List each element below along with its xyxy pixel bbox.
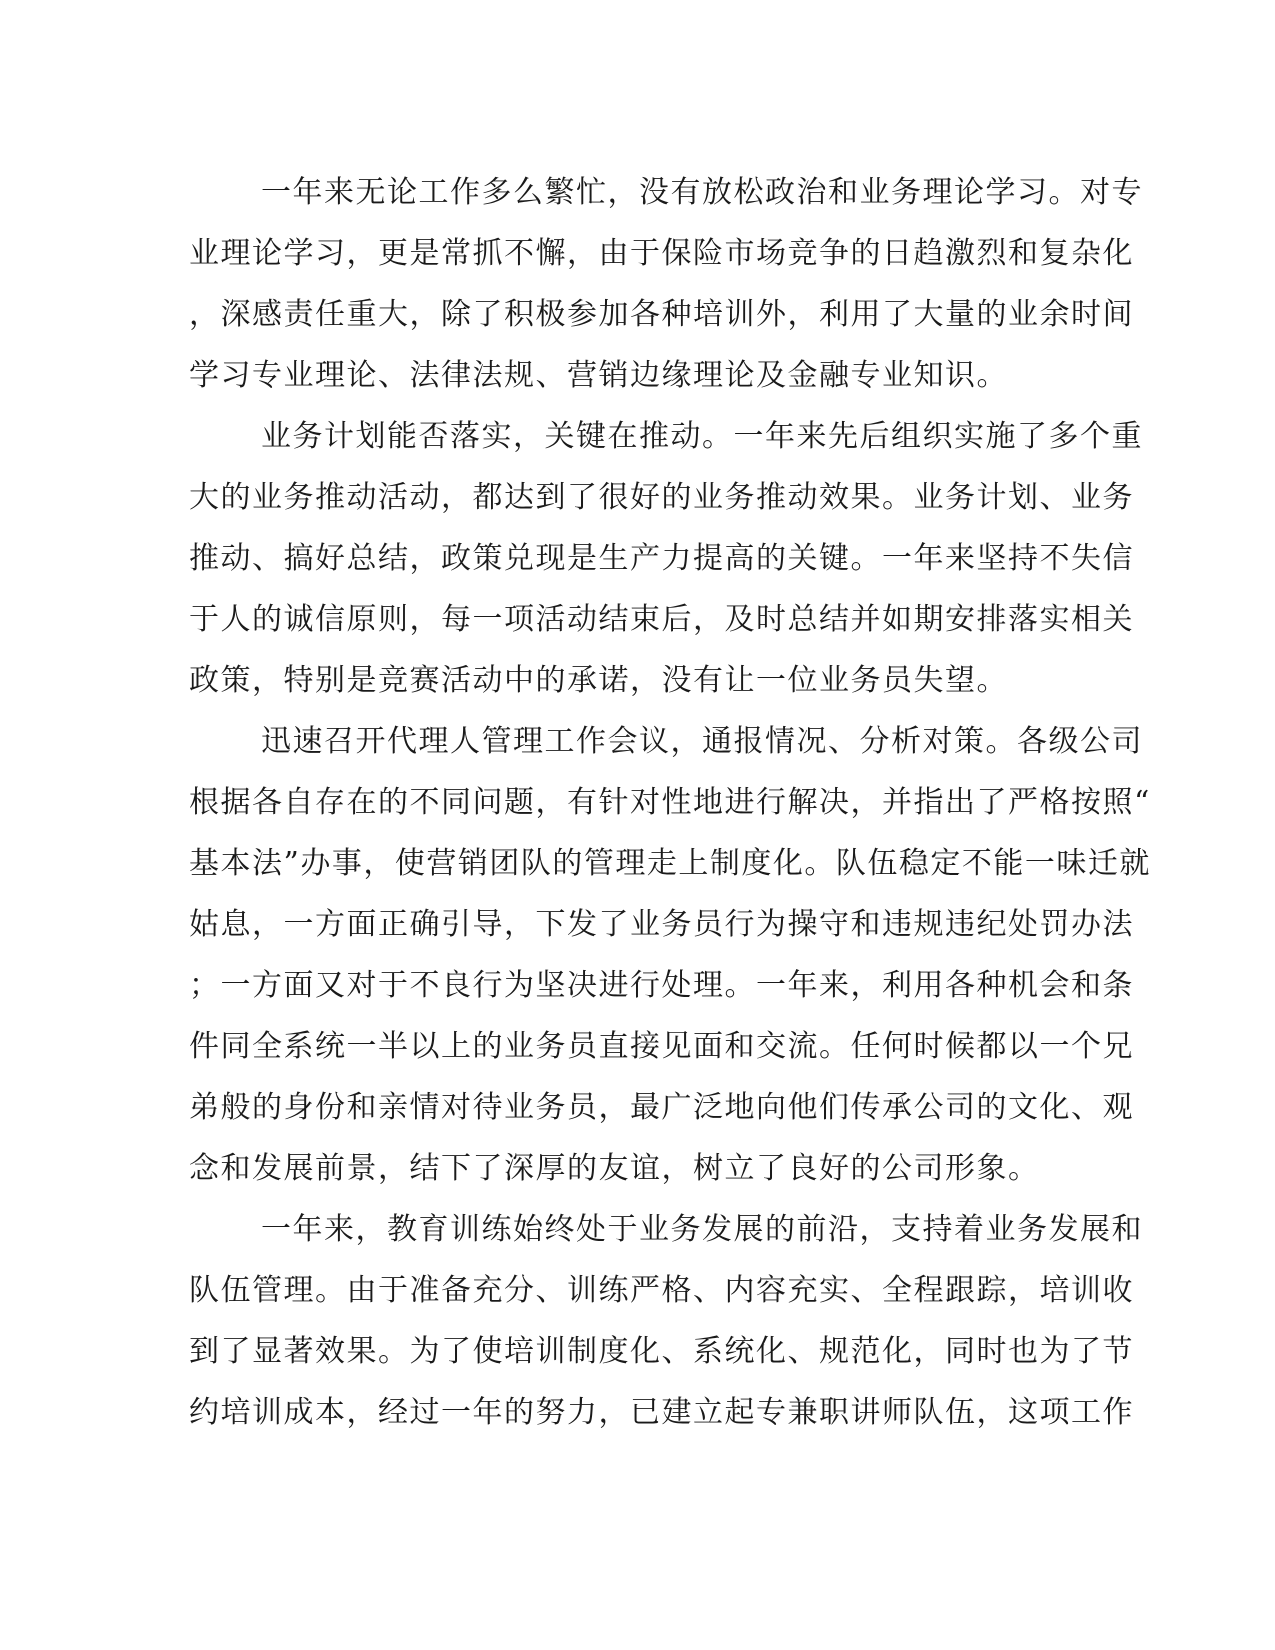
text-line: 姑息，一方面正确引导，下发了业务员行为操守和违规违纪处罚办法 [189,907,1134,942]
paragraph-agent-management [189,711,1151,1199]
text-line: 弟般的身份和亲情对待业务员，最广泛地向他们传承公司的文化、观 [189,1090,1134,1125]
text-line: 根据各自存在的不同问题，有针对性地进行解决，并指出了严格按照“ [189,785,1151,820]
text-line: 队伍管理。由于准备充分、训练严格、内容充实、全程跟踪，培训收 [189,1273,1134,1308]
text-line: 基本法”办事，使营销团队的管理走上制度化。队伍稳定不能一味迁就 [189,846,1151,881]
text-line: ；一方面又对于不良行为坚决进行处理。一年来，利用各种机会和条 [189,968,1134,1003]
paragraph-training [189,1199,1143,1443]
text-line: 政策，特别是竞赛活动中的承诺，没有让一位业务员失望。 [189,663,1008,698]
text-line: 件同全系统一半以上的业务员直接见面和交流。任何时候都以一个兄 [189,1029,1134,1064]
text-line: 迅速召开代理人管理工作会议，通报情况、分析对策。各级公司 [261,724,1143,759]
text-line: 到了显著效果。为了使培训制度化、系统化、规范化，同时也为了节 [189,1334,1134,1369]
text-line: 于人的诚信原则，每一项活动结束后，及时总结并如期安排落实相关 [189,602,1134,637]
text-line: 大的业务推动活动，都达到了很好的业务推动效果。业务计划、业务 [189,480,1134,515]
body-text [189,162,1151,1443]
text-line: 业理论学习，更是常抓不懈，由于保险市场竞争的日趋激烈和复杂化 [189,236,1134,271]
text-line: 念和发展前景，结下了深厚的友谊，树立了良好的公司形象。 [189,1151,1040,1186]
text-line: 约培训成本，经过一年的努力，已建立起专兼职讲师队伍，这项工作 [189,1395,1134,1430]
text-line: ，深感责任重大，除了积极参加各种培训外，利用了大量的业余时间 [189,297,1134,332]
text-line: 推动、搞好总结，政策兑现是生产力提高的关键。一年来坚持不失信 [189,541,1134,576]
text-line: 业务计划能否落实，关键在推动。一年来先后组织实施了多个重 [261,419,1143,454]
paragraph-study [189,162,1143,406]
text-line: 一年来无论工作多么繁忙，没有放松政治和业务理论学习。对专 [261,175,1143,210]
paragraph-business-plan [189,406,1143,711]
text-line: 一年来，教育训练始终处于业务发展的前沿，支持着业务发展和 [261,1212,1143,1247]
text-line: 学习专业理论、法律法规、营销边缘理论及金融专业知识。 [189,358,1008,393]
